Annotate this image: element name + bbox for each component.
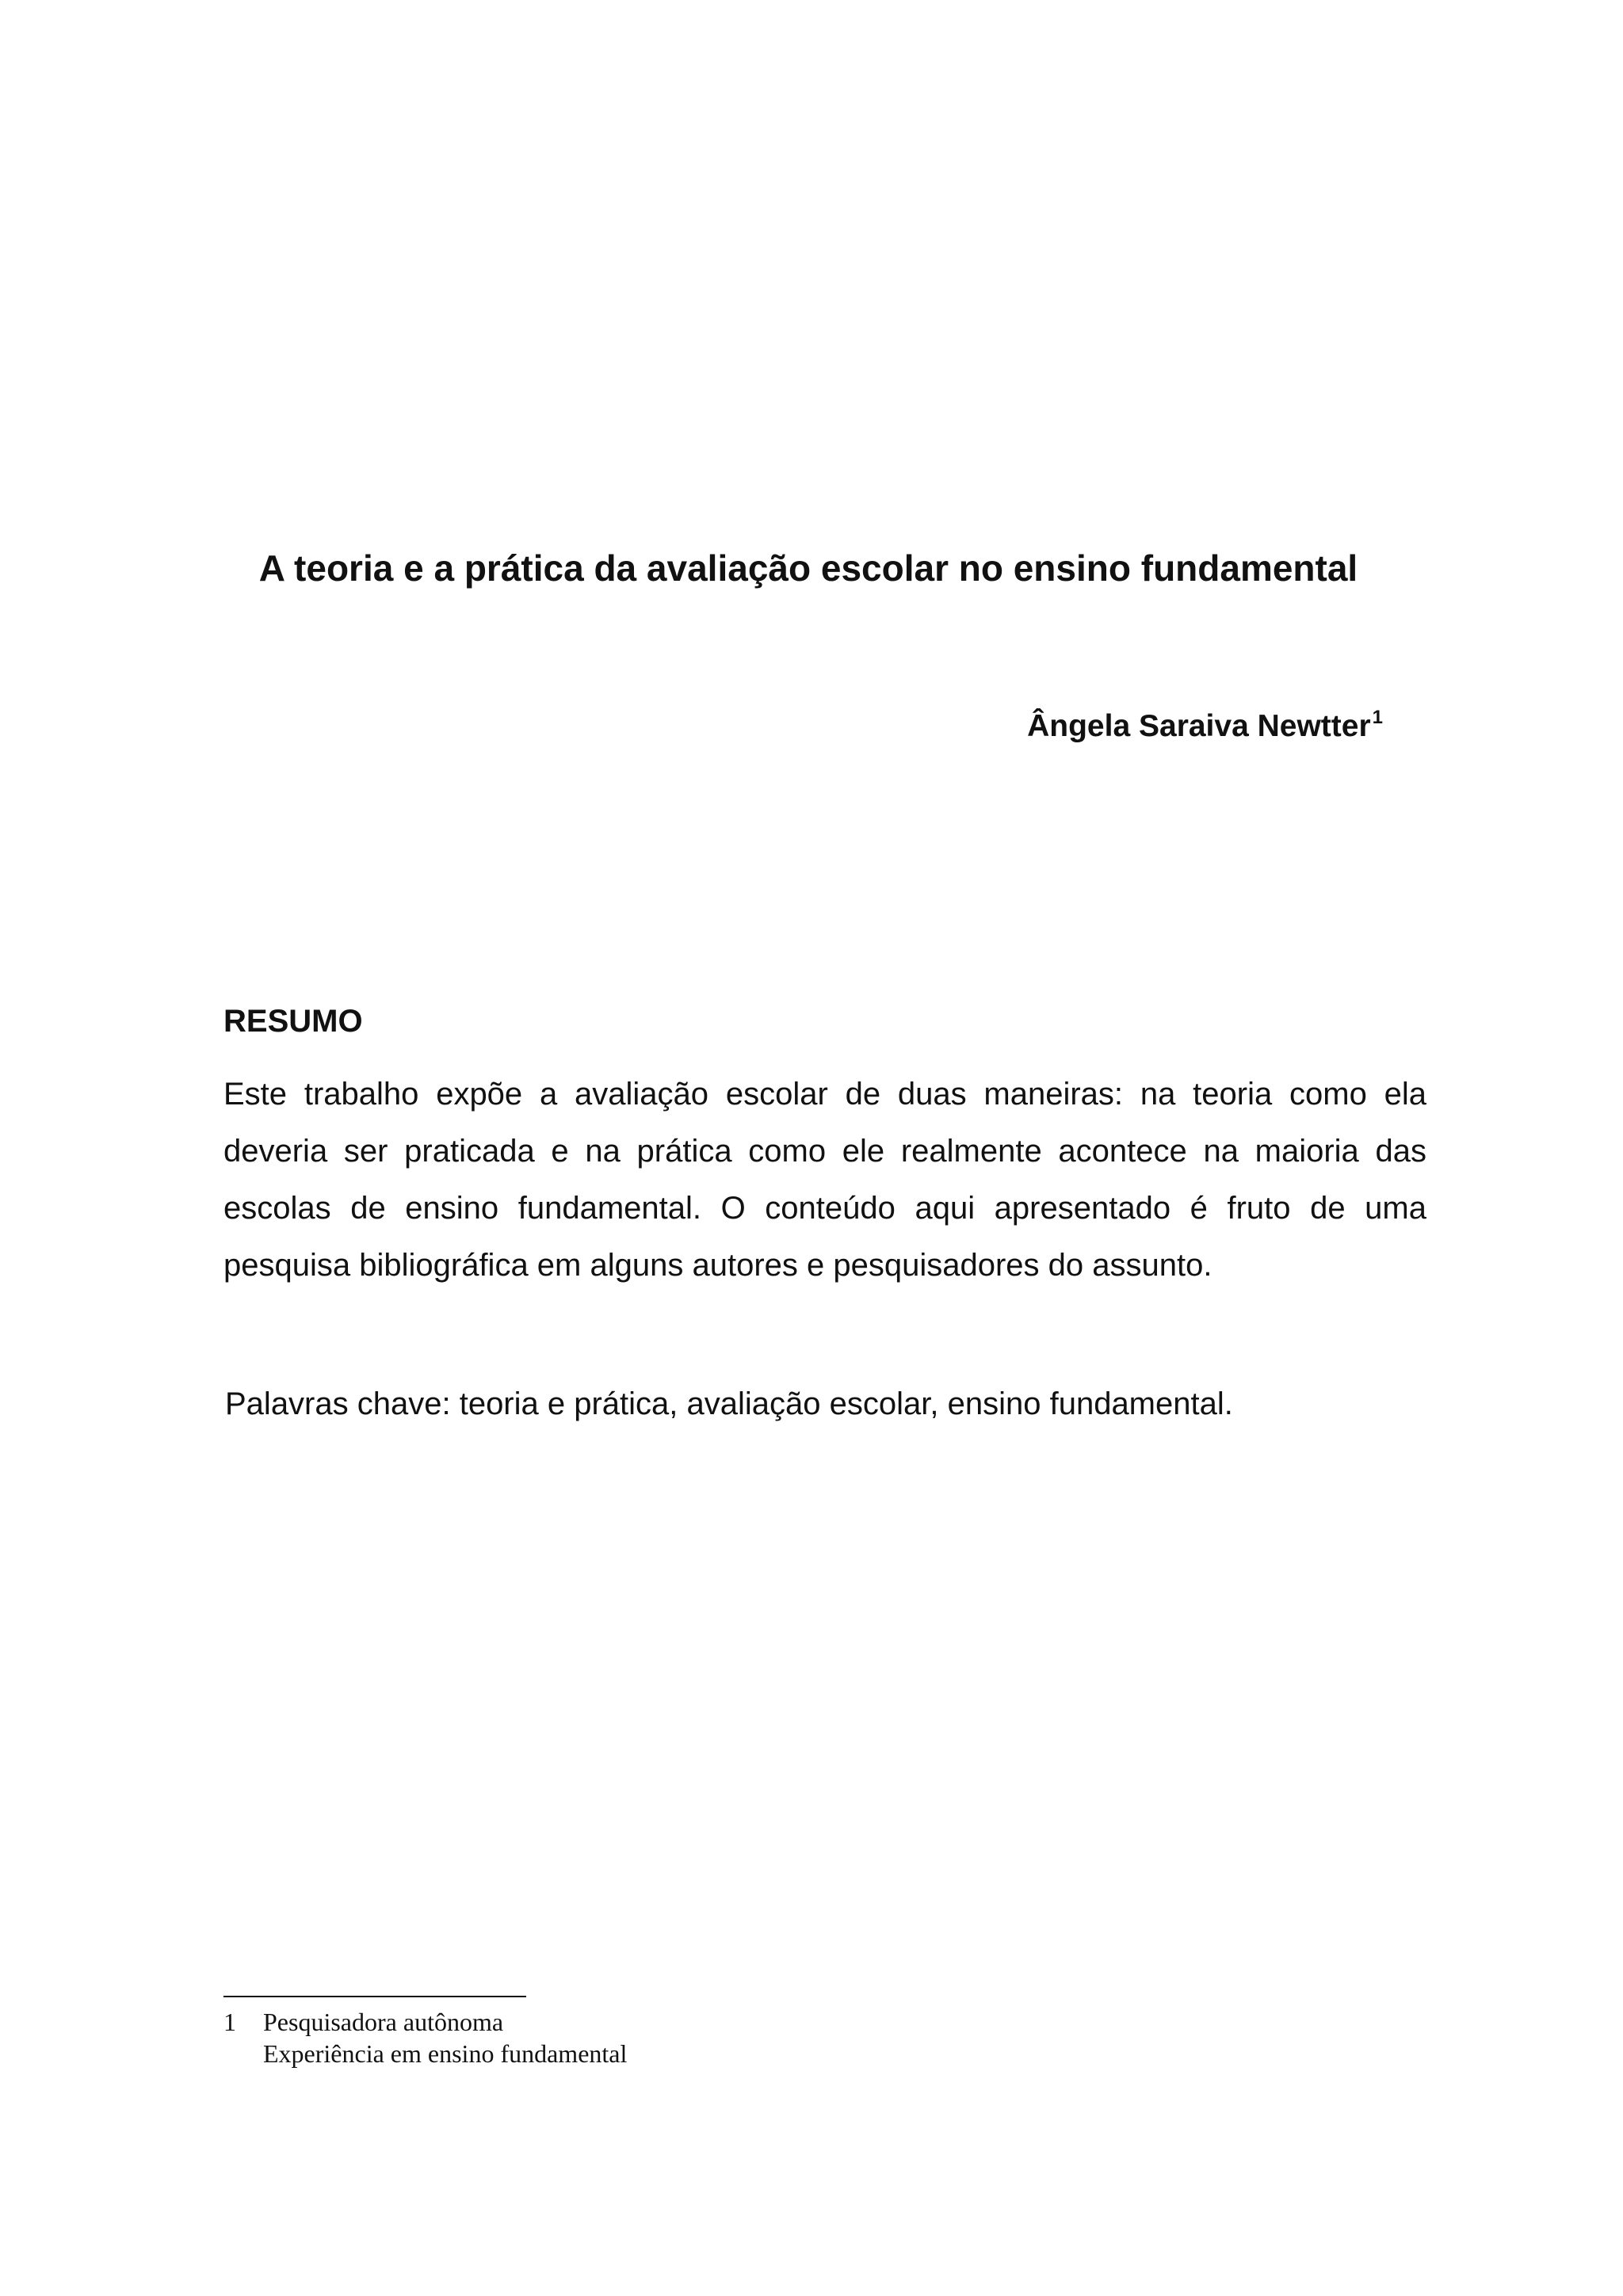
- author-name: Ângela Saraiva Newtter: [1027, 709, 1371, 743]
- footnote-first-line: [223, 2006, 627, 2038]
- footnote-divider: [223, 1996, 526, 1997]
- author-footnote-ref: 1: [1372, 707, 1383, 728]
- author-line: [1027, 708, 1383, 746]
- footnote-text-line1: Pesquisadora autônoma: [263, 2008, 504, 2036]
- abstract-heading: RESUMO: [223, 1004, 363, 1039]
- paper-title: A teoria e a prática da avaliação escolar no ensino fundamental: [258, 547, 1358, 589]
- footnote-number: 1: [223, 2008, 236, 2036]
- abstract-text: Este trabalho expõe a avaliação escolar de duas maneiras: na teoria como ela deveria ser praticada e na prática como ele realmente acontece na maioria das escolas de ensino fundamental. O conteúdo aqui apresentado é fruto de uma pesquisa bibliográfica em alguns autores e pesquisadores do assunto.: [223, 1077, 1426, 1283]
- footnote-text-line2: Experiência em ensino fundamental: [263, 2039, 628, 2068]
- keywords-line: Palavras chave: teoria e prática, avaliação escolar, ensino fundamental.: [225, 1386, 1233, 1421]
- footnote: [223, 2006, 627, 2069]
